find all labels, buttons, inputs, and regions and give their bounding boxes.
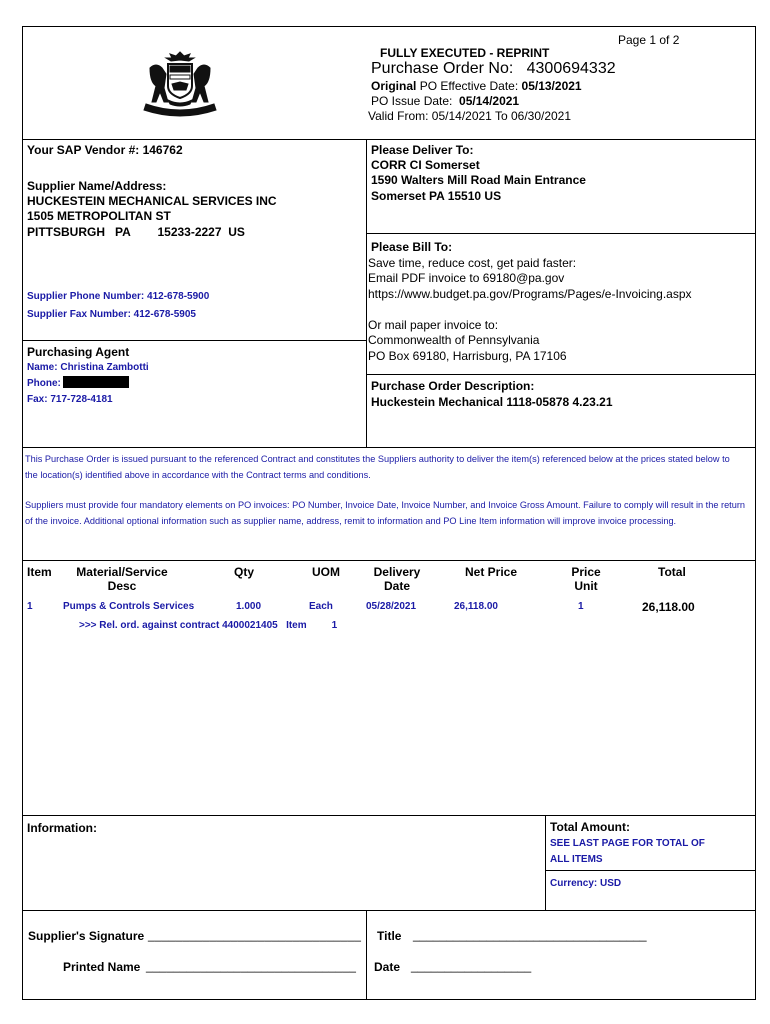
effective-date-label: PO Effective Date: [419,79,519,93]
col-header-price-unit-line1: Price [571,565,601,579]
issue-date-line [371,94,519,108]
row-total: 26,118.00 [642,600,695,614]
po-number-label: Purchase Order No: [371,60,514,77]
information-label: Information: [27,821,97,835]
supplier-signature-label: Supplier's Signature [28,929,145,943]
deliver-line-3: Somerset PA 15510 US [371,189,502,203]
supplier-zip: 15233-2227 [157,225,222,239]
total-note-line-2: ALL ITEMS [550,854,603,865]
deliver-to-label: Please Deliver To: [371,143,474,157]
header-divider [22,139,756,140]
po-status: FULLY EXECUTED - REPRINT [380,46,550,60]
bill-line-1: Save time, reduce cost, get paid faster: [368,256,577,270]
po-description-label: Purchase Order Description: [371,379,535,393]
row-qty: 1.000 [236,601,262,612]
info-col-divider [545,815,546,910]
bill-email: Email PDF invoice to 69180@pa.gov [368,271,565,285]
desc-divider [366,374,756,375]
supplier-country: US [228,225,245,239]
col-header-delivery-line1: Delivery [373,565,421,579]
col-header-delivery-line2: Date [383,579,410,593]
row-item: 1 [27,601,33,612]
row-contract-text: >>> Rel. ord. against contract [79,620,220,631]
bill-to-label: Please Bill To: [371,240,453,254]
terms-paragraph-1: This Purchase Order is issued pursuant to the referenced Contract and constitutes the Suppliers authority to deliver the item(s) referenced below at the prices stated below to the location(s) identified above in accordance with the Contract terms and conditions. [25,454,730,480]
row-desc: Pumps & Controls Services [63,601,195,612]
supplier-street: 1505 METROPOLITAN ST [27,209,171,223]
col-header-material-line2: Desc [107,579,137,593]
terms-divider [22,447,756,448]
terms-paragraph-2: Suppliers must provide four mandatory elements on PO invoices: PO Number, Invoice Date, Invoice Number, and Invoice Gross Amount. Failure to comply will result in the return of the invoice. Additional optional information such as supplier name, address, remit to information and PO Line Item information will improve invoice processing. [25,500,746,526]
signature-divider [22,910,756,911]
po-description: Huckestein Mechanical 1118-05878 4.23.21 [371,395,613,409]
effective-prefix: Original [371,79,417,93]
bill-line-5: Commonwealth of Pennsylvania [368,333,540,347]
row-contract-reference [79,620,337,631]
agent-name: Name: Christina Zambotti [27,362,149,373]
supplier-name-label: Supplier Name/Address: [27,179,167,193]
supplier-phone: Supplier Phone Number: 412-678-5900 [27,291,210,302]
col-header-price-unit-line2: Unit [574,579,598,593]
row-price-unit: 1 [578,601,584,612]
supplier-city: PITTSBURGH [27,225,105,239]
supplier-signature-field[interactable]: _______________________________ [148,928,362,942]
bill-url: https://www.budget.pa.gov/Programs/Pages/e-Invoicing.aspx [368,287,692,301]
center-divider [366,139,367,447]
row-net-price: 26,118.00 [454,601,498,612]
pennsylvania-seal-logo [140,48,220,118]
po-number-line [371,60,616,78]
bill-divider [366,233,756,234]
col-header-item: Item [27,565,52,579]
printed-name-label: Printed Name [63,960,141,974]
col-header-total: Total [658,565,686,579]
agent-fax: Fax: 717-728-4181 [27,394,113,405]
currency: Currency: USD [550,878,622,889]
bill-line-6: PO Box 69180, Harrisburg, PA 17106 [368,349,567,363]
supplier-fax: Supplier Fax Number: 412-678-5905 [27,309,196,320]
row-uom: Each [309,601,333,612]
agent-phone-label: Phone: [27,378,61,389]
col-header-net-price: Net Price [465,565,518,579]
purchasing-agent-label: Purchasing Agent [27,345,130,359]
col-header-uom: UOM [312,565,340,579]
row-contract-item-label: Item [286,620,307,631]
date-label: Date [374,960,401,974]
sap-vendor-number: Your SAP Vendor #: 146762 [27,143,183,157]
row-delivery-date: 05/28/2021 [366,601,417,612]
total-note-line-1: SEE LAST PAGE FOR TOTAL OF [550,838,705,849]
page-number: Page 1 of 2 [618,33,680,47]
total-amount-label: Total Amount: [550,820,630,834]
supplier-state: PA [115,225,131,239]
issue-date: 05/14/2021 [459,94,520,108]
currency-divider [545,870,756,871]
col-header-material [62,565,182,593]
title-field[interactable]: ___________________________________ [413,928,647,942]
col-header-qty: Qty [234,565,255,579]
col-header-price-unit [556,565,616,593]
valid-from: Valid From: 05/14/2021 To 06/30/2021 [368,109,572,123]
effective-date: 05/13/2021 [521,79,582,93]
supplier-name: HUCKESTEIN MECHANICAL SERVICES INC [27,194,277,208]
signature-col-divider [366,910,367,1000]
info-divider [22,815,756,816]
date-field[interactable]: __________________ [411,959,532,973]
printed-name-field[interactable]: _______________________________ [146,959,356,973]
row-contract-item: 1 [331,620,338,631]
title-label: Title [377,929,402,943]
deliver-line-1: CORR CI Somerset [371,158,480,172]
effective-date-line [371,79,582,93]
agent-divider [22,340,366,341]
issue-date-label: PO Issue Date: [371,94,453,108]
bill-line-4: Or mail paper invoice to: [368,318,499,332]
table-divider [22,560,756,561]
deliver-line-2: 1590 Walters Mill Road Main Entrance [371,173,586,187]
col-header-delivery [362,565,432,593]
row-contract-number: 4400021405 [222,620,278,631]
col-header-material-line1: Material/Service [76,565,168,579]
redacted-phone [63,376,129,388]
supplier-city-line [27,225,245,239]
po-number: 4300694332 [526,60,616,77]
